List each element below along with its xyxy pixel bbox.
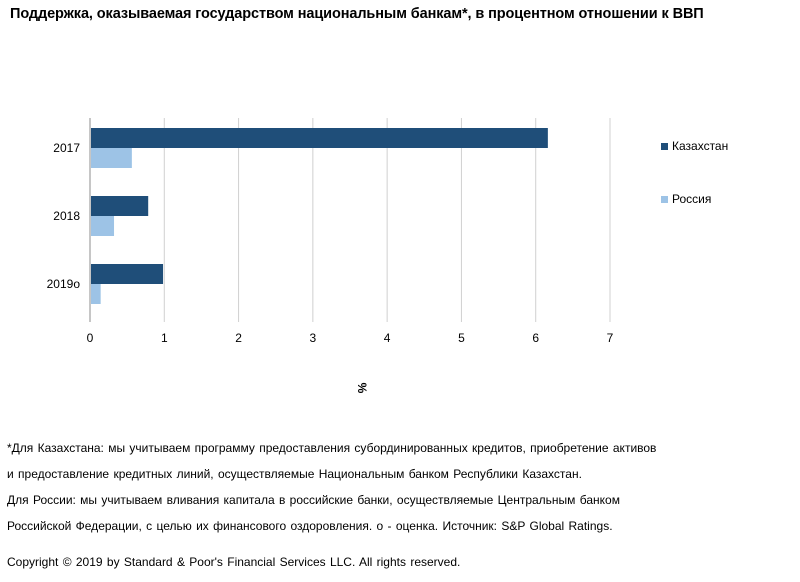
bar-russia-2019о: [91, 284, 101, 304]
x-tick-label: 1: [160, 331, 168, 345]
x-tick-label: 7: [606, 331, 614, 345]
category-label: 2017: [53, 141, 80, 155]
legend-label: Россия: [672, 192, 712, 206]
x-tick-label: 3: [309, 331, 317, 345]
category-labels: [47, 141, 81, 291]
bar-kazakhstan-2017: [91, 128, 548, 148]
axis-label-percent: %: [355, 382, 369, 394]
x-tick-label: 4: [383, 331, 391, 345]
x-tick-label: 5: [458, 331, 465, 345]
x-tick-labels: [87, 331, 614, 345]
legend-label: Казахстан: [672, 139, 729, 153]
category-label: 2019о: [46, 277, 80, 291]
gridlines: [164, 118, 610, 322]
legend: [661, 139, 728, 206]
chart-title: Поддержка, оказываемая государством национальным банкам*, в процентном отношении к ВВП: [10, 6, 704, 22]
category-label: 2018: [53, 209, 80, 223]
footnotes: [7, 435, 797, 539]
x-tick-label: 0: [86, 331, 94, 345]
bar-kazakhstan-2018: [91, 196, 148, 216]
footnote-line: Для России: мы учитываем вливания капитала в российские банки, осуществляемые Центральным банком: [7, 493, 620, 507]
bar-kazakhstan-2019о: [91, 264, 163, 284]
x-tick-label: 6: [532, 331, 540, 345]
copyright-notice: Copyright © 2019 by Standard & Poor's Financial Services LLC. All rights reserved.: [7, 555, 461, 569]
x-tick-label: 2: [235, 331, 242, 345]
footnote-line: Российской Федерации, с целью их финансового оздоровления. о - оценка. Источник: S&P Global Ratings.: [7, 519, 613, 533]
legend-swatch: [661, 143, 668, 150]
footnote-line: и предоставление кредитных линий, осуществляемые Национальным банком Республики Казахстан.: [7, 467, 582, 481]
bar-russia-2017: [91, 148, 132, 168]
bars: [91, 128, 548, 304]
bar-russia-2018: [91, 216, 114, 236]
legend-swatch: [661, 196, 668, 203]
footnote-line: *Для Казахстана: мы учитываем программу предоставления субординированных кредитов, приобретение активов: [7, 441, 657, 455]
